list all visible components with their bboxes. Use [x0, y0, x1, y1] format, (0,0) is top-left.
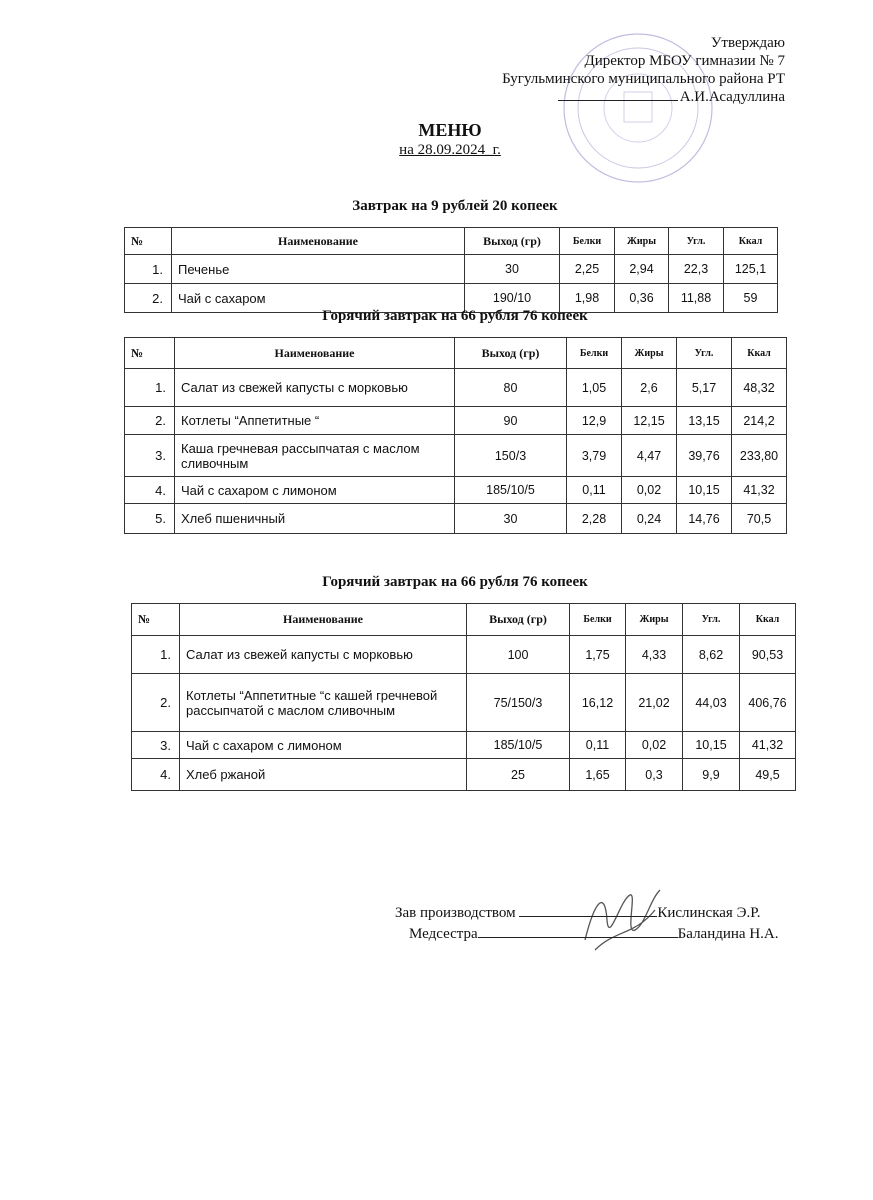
row-fat: 0,36	[615, 284, 669, 313]
row-carb: 10,15	[677, 477, 732, 504]
row-output: 80	[455, 369, 567, 407]
table-header-row	[125, 228, 778, 255]
section-title-breakfast: Завтрак на 9 рублей 20 копеек	[352, 198, 558, 214]
row-protein: 2,28	[567, 504, 622, 534]
table-row	[132, 732, 796, 759]
nurse-signature-line	[478, 923, 678, 938]
row-protein: 1,75	[570, 636, 626, 674]
row-num: 2.	[125, 407, 175, 435]
row-num: 4.	[132, 759, 180, 791]
production-label: Зав производством	[395, 905, 516, 921]
row-carb: 13,15	[677, 407, 732, 435]
row-protein: 12,9	[567, 407, 622, 435]
row-kcal: 233,80	[732, 435, 787, 477]
approval-director-name: А.И.Асадуллина	[679, 89, 785, 105]
menu-table-hot-breakfast-1	[124, 337, 787, 534]
row-fat: 0,02	[622, 477, 677, 504]
row-fat: 4,33	[626, 636, 683, 674]
row-carb: 39,76	[677, 435, 732, 477]
row-name: Котлеты “Аппетитные “с кашей гречневой рассыпчатой с маслом сливочным	[180, 674, 467, 732]
row-protein: 16,12	[570, 674, 626, 732]
col-num: №	[125, 338, 175, 369]
production-name: Кислинская Э.Р.	[657, 905, 761, 921]
row-name: Салат из свежей капусты с морковью	[175, 369, 455, 407]
row-name: Каша гречневая рассыпчатая с маслом сливочным	[175, 435, 455, 477]
approval-position: Директор МБОУ гимназии № 7	[584, 53, 785, 69]
row-kcal: 406,76	[740, 674, 796, 732]
row-fat: 0,24	[622, 504, 677, 534]
menu-table-breakfast	[124, 227, 778, 313]
row-fat: 12,15	[622, 407, 677, 435]
row-fat: 4,47	[622, 435, 677, 477]
row-kcal: 125,1	[724, 255, 778, 284]
signatures-block	[395, 902, 835, 944]
col-fat: Жиры	[622, 338, 677, 369]
row-name: Хлеб пшеничный	[175, 504, 455, 534]
row-name: Котлеты “Аппетитные “	[175, 407, 455, 435]
menu-date: на 28.09.2024_г.	[399, 142, 501, 158]
row-kcal: 214,2	[732, 407, 787, 435]
row-carb: 44,03	[683, 674, 740, 732]
row-num: 2.	[132, 674, 180, 732]
table-row	[125, 477, 787, 504]
col-fat: Жиры	[615, 228, 669, 255]
col-name: Наименование	[175, 338, 455, 369]
row-fat: 0,02	[626, 732, 683, 759]
row-num: 1.	[132, 636, 180, 674]
row-fat: 2,6	[622, 369, 677, 407]
col-protein: Белки	[567, 338, 622, 369]
row-output: 100	[467, 636, 570, 674]
row-kcal: 49,5	[740, 759, 796, 791]
row-protein: 2,25	[560, 255, 615, 284]
row-carb: 10,15	[683, 732, 740, 759]
table-row	[132, 674, 796, 732]
table-row	[132, 636, 796, 674]
nurse-label: Медсестра	[409, 926, 478, 942]
col-protein: Белки	[570, 604, 626, 636]
row-num: 2.	[125, 284, 172, 313]
approval-block	[365, 34, 785, 106]
row-protein: 1,05	[567, 369, 622, 407]
row-num: 5.	[125, 504, 175, 534]
row-output: 185/10/5	[455, 477, 567, 504]
production-signature-line	[519, 902, 657, 917]
row-output: 190/10	[465, 284, 560, 313]
col-num: №	[125, 228, 172, 255]
table-header-row	[125, 338, 787, 369]
col-output: Выход (гр)	[455, 338, 567, 369]
row-num: 3.	[125, 435, 175, 477]
row-name: Салат из свежей капусты с морковью	[180, 636, 467, 674]
col-fat: Жиры	[626, 604, 683, 636]
menu-table-hot-breakfast-2	[131, 603, 796, 791]
section-title-hot-breakfast-1: Горячий завтрак на 66 рубля 76 копеек	[322, 308, 588, 324]
row-output: 150/3	[455, 435, 567, 477]
table-row	[125, 369, 787, 407]
row-output: 90	[455, 407, 567, 435]
table-row	[125, 504, 787, 534]
row-output: 25	[467, 759, 570, 791]
signature-production	[395, 902, 835, 923]
row-output: 30	[465, 255, 560, 284]
table-row	[125, 435, 787, 477]
row-num: 1.	[125, 255, 172, 284]
row-output: 75/150/3	[467, 674, 570, 732]
page-title: МЕНЮ	[418, 120, 482, 140]
table-row	[125, 255, 778, 284]
approval-signature-row	[365, 88, 785, 106]
row-kcal: 41,32	[740, 732, 796, 759]
signature-nurse	[395, 923, 835, 944]
row-carb: 14,76	[677, 504, 732, 534]
approval-district: Бугульминского муниципального района РТ	[502, 71, 785, 87]
row-num: 1.	[125, 369, 175, 407]
row-fat: 21,02	[626, 674, 683, 732]
approval-signature-line	[558, 100, 678, 101]
row-carb: 8,62	[683, 636, 740, 674]
table-header-row	[132, 604, 796, 636]
col-kcal: Ккал	[732, 338, 787, 369]
row-protein: 1,65	[570, 759, 626, 791]
row-protein: 0,11	[570, 732, 626, 759]
col-carb: Угл.	[677, 338, 732, 369]
row-fat: 0,3	[626, 759, 683, 791]
row-fat: 2,94	[615, 255, 669, 284]
row-name: Хлеб ржаной	[180, 759, 467, 791]
col-name: Наименование	[172, 228, 465, 255]
col-carb: Угл.	[669, 228, 724, 255]
row-num: 4.	[125, 477, 175, 504]
row-carb: 5,17	[677, 369, 732, 407]
col-kcal: Ккал	[740, 604, 796, 636]
table-row	[125, 407, 787, 435]
row-kcal: 41,32	[732, 477, 787, 504]
col-output: Выход (гр)	[467, 604, 570, 636]
approval-heading: Утверждаю	[710, 35, 785, 51]
col-name: Наименование	[180, 604, 467, 636]
row-kcal: 70,5	[732, 504, 787, 534]
row-carb: 11,88	[669, 284, 724, 313]
row-kcal: 48,32	[732, 369, 787, 407]
table-row	[132, 759, 796, 791]
row-output: 185/10/5	[467, 732, 570, 759]
row-name: Чай с сахаром с лимоном	[180, 732, 467, 759]
row-protein: 0,11	[567, 477, 622, 504]
row-kcal: 90,53	[740, 636, 796, 674]
nurse-name: Баландина Н.А.	[677, 926, 779, 942]
row-protein: 1,98	[560, 284, 615, 313]
row-output: 30	[455, 504, 567, 534]
row-carb: 22,3	[669, 255, 724, 284]
row-carb: 9,9	[683, 759, 740, 791]
col-num: №	[132, 604, 180, 636]
row-kcal: 59	[724, 284, 778, 313]
row-protein: 3,79	[567, 435, 622, 477]
section-title-hot-breakfast-2: Горячий завтрак на 66 рубля 76 копеек	[322, 574, 588, 590]
col-carb: Угл.	[683, 604, 740, 636]
row-num: 3.	[132, 732, 180, 759]
row-name: Печенье	[172, 255, 465, 284]
row-name: Чай с сахаром	[172, 284, 465, 313]
col-output: Выход (гр)	[465, 228, 560, 255]
col-kcal: Ккал	[724, 228, 778, 255]
row-name: Чай с сахаром с лимоном	[175, 477, 455, 504]
col-protein: Белки	[560, 228, 615, 255]
